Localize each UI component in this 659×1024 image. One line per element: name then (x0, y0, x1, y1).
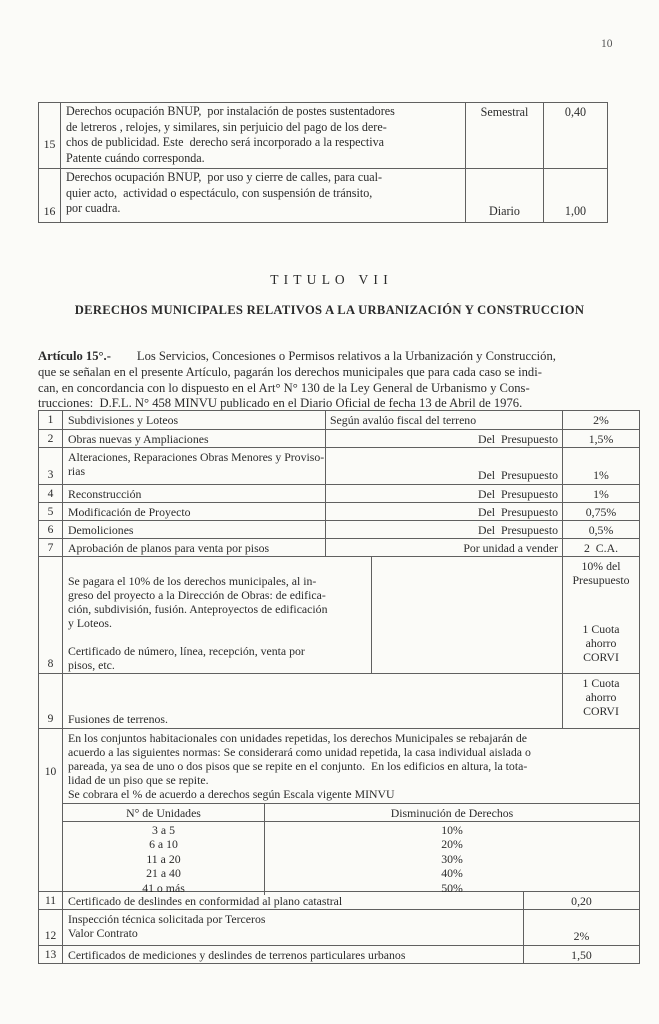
description-line: de letreros , relojes, y similares, sin perjuicio del pago de los dere- (66, 119, 387, 134)
description-line: En los conjuntos habitacionales con unidades repetidas, los derechos Municipales se rebajarán de (68, 731, 527, 745)
row-basis: Del Presupuesto (326, 485, 563, 502)
row-description: Certificado de deslindes en conformidad al plano catastral (63, 892, 524, 909)
units-discount-subtable (63, 803, 639, 895)
row-basis: Según avalúo fiscal del terreno (326, 411, 563, 429)
description-line: Derechos ocupación BNUP, por instalación de postes sustentadores (66, 104, 395, 118)
row-basis: Del Presupuesto (326, 503, 563, 520)
row-frequency: Semestral (466, 103, 544, 168)
table-row (39, 429, 639, 447)
row-number: 11 (39, 892, 63, 909)
row-description: Obras nuevas y Ampliaciones (63, 430, 326, 447)
units-value: 3 a 5 (152, 823, 175, 837)
article-line: can, en concordancia con lo dispuesto en el Art° N° 130 de la Ley General de Urbanismo y Cons- (38, 380, 530, 395)
row-description: Subdivisiones y Loteos (63, 411, 326, 429)
value-line: ahorro (585, 690, 617, 704)
row-number: 9 (39, 674, 63, 728)
description-line: rias (68, 464, 86, 478)
discount-value: 50% (441, 880, 463, 895)
row-value: 2% (573, 929, 590, 943)
description-line: Certificado de número, línea, recepción, venta por (68, 644, 305, 658)
value-line: 1 Cuota (582, 622, 620, 636)
row-value: 0,20 (571, 893, 592, 908)
row-value (563, 674, 639, 728)
value-bottom (563, 622, 639, 664)
article-line: trucciones: D.F.L. N° 458 MINVU publicado en el Diario Oficial de fecha 13 de Abril de 1976. (38, 396, 523, 411)
units-header: N° de Unidades (63, 804, 265, 821)
table-row (39, 728, 639, 895)
row-value: 0,40 (564, 105, 587, 119)
section-title: DERECHOS MUNICIPALES RELATIVOS A LA URBANIZACIÓN Y CONSTRUCCION (74, 303, 585, 317)
description-line: acuerdo a las siguientes normas: Se considerará como unidad repetida, la casa individual aislada o (68, 745, 531, 759)
row-value: 0,5% (588, 522, 614, 537)
row-number: 1 (39, 411, 63, 429)
row-description: Modificación de Proyecto (63, 503, 326, 520)
value-top (563, 559, 639, 587)
value-line: 1 Cuota (582, 676, 620, 690)
row-description: Fusiones de terrenos. (63, 674, 563, 728)
row-description (61, 103, 466, 168)
row-value: 2 C.A. (583, 540, 619, 555)
discount-value: 20% (441, 837, 463, 852)
row-description (63, 729, 639, 801)
article-label: Artículo 15°.- (38, 349, 111, 363)
description-line: lidad de un piso que se repite. (68, 773, 209, 787)
row-number: 7 (39, 539, 63, 556)
bnup-fees-table (38, 102, 608, 223)
article-line (38, 349, 644, 365)
row-description (61, 169, 466, 222)
row-basis: Del Presupuesto (326, 430, 563, 447)
empty-cell (372, 557, 563, 673)
table-row (39, 520, 639, 538)
paragraph-gap (68, 630, 369, 644)
title-vii: T I T U L O V I I (270, 272, 389, 287)
subtable-header (63, 804, 639, 822)
table-row (39, 447, 639, 484)
discount-column (265, 822, 639, 895)
description-line: quier acto, actividad o espectáculo, con suspensión de tránsito, (66, 185, 373, 200)
table-row (39, 168, 607, 222)
row-value: 0,75% (585, 504, 617, 519)
discount-value: 30% (441, 851, 463, 866)
table-row (39, 909, 639, 945)
table-row (39, 103, 607, 168)
row-number: 3 (39, 448, 63, 484)
row-number: 4 (39, 485, 63, 502)
units-value: 41 o más (142, 880, 185, 895)
row-description: Certificados de mediciones y deslindes de terrenos particulares urbanos (63, 946, 524, 963)
row-description (63, 910, 524, 945)
value-line: 10% del (581, 559, 621, 573)
article-line: que se señalan en el presente Artículo, pagarán los derechos municipales que para cada caso se indi- (38, 364, 542, 379)
description-line: Alteraciones, Reparaciones Obras Menores y Proviso- (68, 450, 325, 464)
row-value: 1,00 (564, 204, 587, 219)
table-row (39, 502, 639, 520)
row-number: 5 (39, 503, 63, 520)
row-number: 16 (39, 169, 61, 222)
page-number: 10 (601, 38, 613, 50)
row-number: 8 (39, 557, 63, 673)
row-number: 2 (39, 430, 63, 447)
row-value (563, 557, 639, 673)
description-line: Derechos ocupación BNUP, por uso y cierre de calles, para cual- (66, 170, 382, 184)
units-column (63, 822, 265, 895)
description-line: chos de publicidad. Este derecho será incorporado a la respectiva (66, 135, 384, 150)
subtable-body (63, 822, 639, 895)
value-line: CORVI (583, 704, 619, 718)
description-line: ción, subdivisión, fusión. Anteproyectos de edificación (68, 602, 328, 616)
units-value: 6 a 10 (149, 837, 178, 852)
description-line: Inspección técnica solicitada por Terceros (68, 912, 266, 926)
units-value: 21 a 40 (146, 866, 181, 881)
discount-value: 10% (441, 823, 463, 837)
row-number: 15 (39, 103, 61, 168)
table-row (39, 538, 639, 556)
table-row (39, 411, 639, 429)
description-line: Patente cuándo corresponda. (66, 151, 205, 166)
row-description: Reconstrucción (63, 485, 326, 502)
discount-header: Disminución de Derechos (390, 805, 514, 820)
row-description: Aprobación de planos para venta por pisos (63, 539, 326, 556)
row-number: 12 (39, 910, 63, 945)
row-frequency: Diario (466, 169, 544, 222)
description-line: y Loteos. (68, 616, 112, 630)
table-row (39, 484, 639, 502)
row-description (63, 557, 372, 673)
row-basis: Del Presupuesto (326, 448, 563, 484)
row-value: 1,50 (571, 947, 592, 962)
discount-value: 40% (441, 866, 463, 881)
table-row (39, 891, 639, 909)
urbanization-fees-table (38, 410, 640, 964)
units-value: 11 a 20 (146, 851, 181, 866)
row-value: 1,5% (588, 431, 614, 446)
description-line: greso del proyecto a la Dirección de Obras: de edifica- (68, 588, 326, 602)
row-basis: Por unidad a vender (326, 539, 563, 556)
row-number: 6 (39, 521, 63, 538)
row-value: 1% (593, 486, 609, 501)
table-row (39, 945, 639, 963)
row-description: Demoliciones (63, 521, 326, 538)
description-line: por cuadra. (66, 201, 121, 216)
table-row (39, 673, 639, 728)
row-basis: Del Presupuesto (326, 521, 563, 538)
row-value: 1% (593, 468, 609, 482)
description-line: Se pagara el 10% de los derechos municipales, al in- (68, 574, 317, 588)
row-description (63, 448, 326, 484)
article-text: Los Servicios, Concesiones o Permisos relativos a la Urbanización y Construcción, (136, 349, 556, 363)
value-line: ahorro (585, 636, 617, 650)
table-row (39, 556, 639, 673)
row-number: 10 (39, 729, 63, 895)
row-number: 13 (39, 946, 63, 963)
description-line: Se cobrara el % de acuerdo a derechos según Escala vigente MINVU (68, 787, 395, 801)
value-line: CORVI (583, 650, 619, 664)
article-15-paragraph (38, 349, 644, 412)
row-value: 2% (593, 413, 609, 427)
description-line: Valor Contrato (68, 926, 138, 940)
row-content (63, 729, 639, 895)
description-line: pisos, etc. (68, 658, 115, 672)
description-line: pareada, ya sea de uno o dos pisos que se repite en el conjunto. En los edificios en altura, la tota- (68, 759, 528, 773)
value-line: Presupuesto (572, 573, 630, 587)
